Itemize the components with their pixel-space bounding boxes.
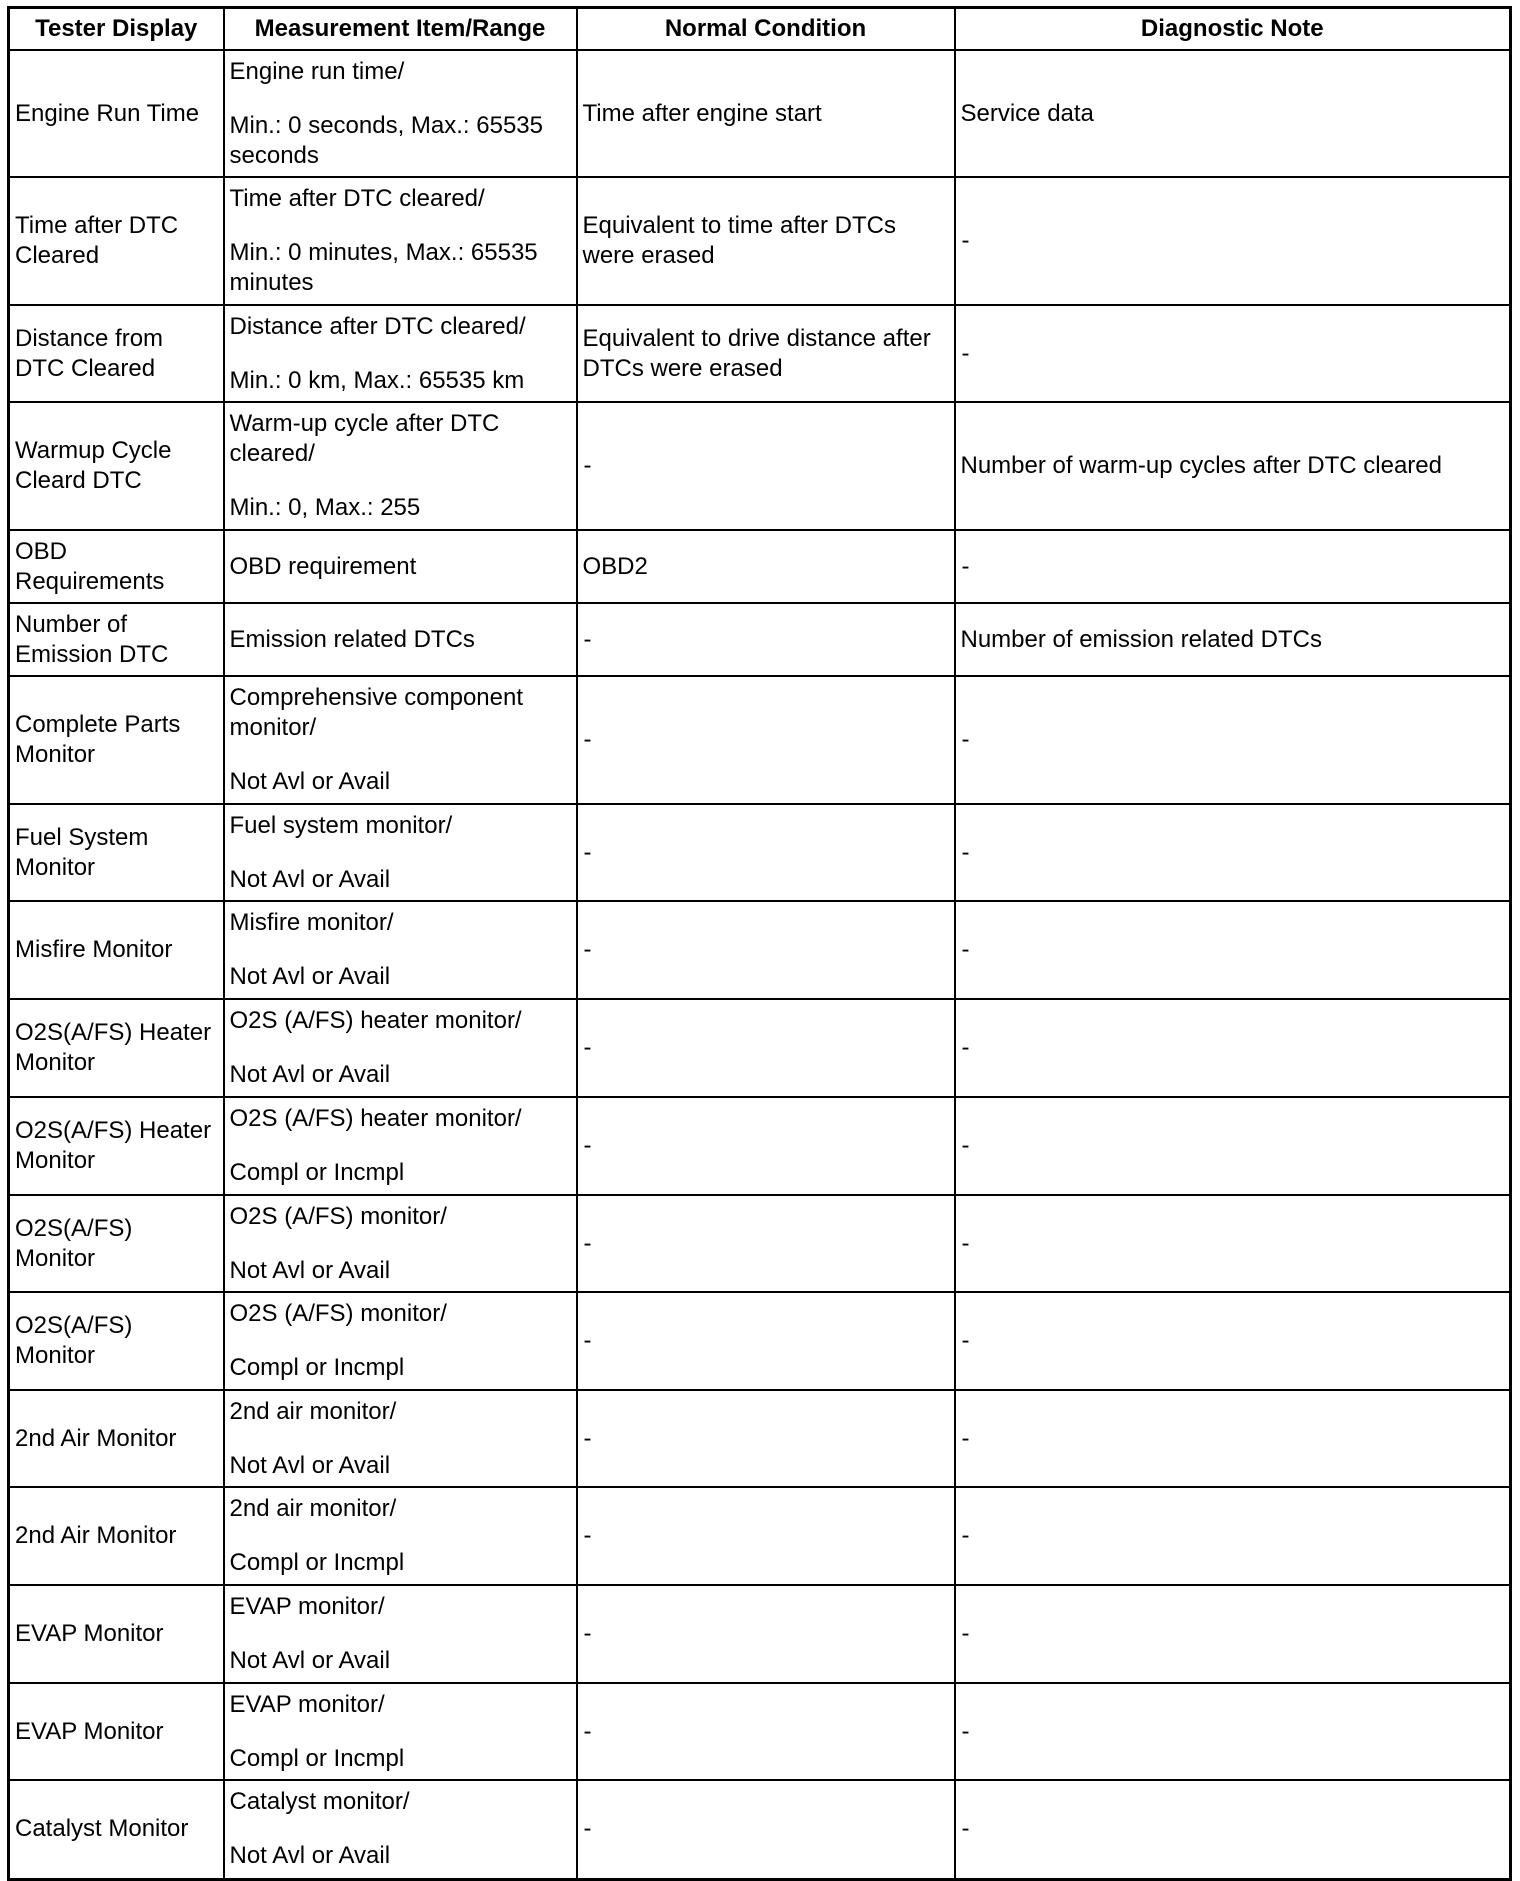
- tester-display-cell: [9, 1195, 224, 1292]
- cell-text-line: Monitor: [15, 853, 96, 881]
- tester-display-cell: [9, 305, 224, 402]
- cell-text-line: -: [961, 838, 970, 866]
- tester-display-cell: [9, 901, 224, 999]
- cell-text-line: cleared/: [229, 440, 315, 467]
- cell-text-line: Monitor: [15, 1147, 96, 1174]
- measurement-item-cell: [224, 1195, 577, 1292]
- tester-display-cell: [9, 1585, 224, 1683]
- cell-text-line: -: [961, 1327, 970, 1354]
- table-row: [9, 676, 1511, 804]
- cell-text-line: Min.: 0 km, Max.: 65535 km: [229, 366, 525, 394]
- cell-text-line: Monitor: [15, 1244, 96, 1272]
- cell-text-line: O2S(A/FS) Heater: [15, 1019, 212, 1046]
- measurement-item-cell: [224, 1780, 577, 1879]
- cell-text-line: Not Avl or Avail: [229, 768, 391, 795]
- cell-text-line: Not Avl or Avail: [229, 1451, 391, 1479]
- cell-text-line: -: [583, 452, 592, 479]
- cell-text-line: Misfire monitor/: [229, 909, 394, 936]
- cell-text-line: -: [961, 936, 970, 963]
- cell-text-line: -: [583, 1717, 592, 1745]
- measurement-item-cell: [224, 603, 577, 676]
- cell-text-line: Catalyst monitor/: [229, 1788, 410, 1816]
- cell-text-line: Not Avl or Avail: [229, 865, 391, 893]
- cell-text-line: Time after DTC: [15, 212, 179, 239]
- cell-text-line: -: [583, 838, 592, 866]
- measurement-item-cell: [224, 999, 577, 1097]
- normal-condition-cell: [577, 1390, 955, 1487]
- tester-data-table-container: [7, 6, 1509, 1881]
- cell-text-line: Not Avl or Avail: [229, 1256, 391, 1284]
- diagnostic-note-cell: [955, 1097, 1511, 1195]
- measurement-item-cell: [224, 1292, 577, 1390]
- line-spacer: [230, 1622, 571, 1646]
- cell-text-line: Emission related DTCs: [229, 625, 475, 653]
- measurement-item-cell: [224, 1390, 577, 1487]
- line-spacer: [230, 469, 571, 493]
- cell-text-line: -: [961, 1620, 970, 1647]
- measurement-item-cell: [224, 1097, 577, 1195]
- diagnostic-note-cell: [955, 676, 1511, 804]
- measurement-item-cell: [224, 530, 577, 603]
- cell-text-line: Warm-up cycle after DTC: [229, 410, 500, 437]
- table-row: [9, 305, 1511, 402]
- cell-text-line: -: [583, 936, 592, 963]
- cell-text-line: Emission DTC: [15, 640, 169, 668]
- diagnostic-note-cell: [955, 1487, 1511, 1585]
- cell-text-line: Min.: 0 seconds, Max.: 65535: [229, 111, 543, 139]
- cell-text-line: -: [583, 1327, 592, 1354]
- cell-text-line: Monitor: [15, 1342, 96, 1369]
- line-spacer: [230, 1427, 571, 1451]
- normal-condition-cell: [577, 804, 955, 901]
- cell-text-line: Number of warm-up cycles after DTC cleared: [960, 452, 1442, 479]
- cell-text-line: -: [961, 1034, 970, 1061]
- table-row: [9, 1390, 1511, 1487]
- cell-text-line: -: [961, 1132, 970, 1159]
- cell-text-line: Compl or Incmpl: [229, 1159, 405, 1186]
- cell-text-line: monitor/: [229, 714, 317, 741]
- cell-text-line: EVAP monitor/: [229, 1690, 385, 1718]
- cell-text-line: Engine run time/: [229, 57, 405, 85]
- cell-text-line: Fuel System: [15, 823, 149, 851]
- cell-text-line: Monitor: [15, 741, 96, 768]
- measurement-item-cell: [224, 804, 577, 901]
- cell-text-line: -: [961, 1424, 970, 1452]
- table-row: [9, 901, 1511, 999]
- cell-text-line: Equivalent to time after DTCs: [582, 212, 896, 239]
- line-spacer: [230, 1817, 571, 1841]
- cell-text-line: Misfire Monitor: [15, 936, 173, 963]
- line-spacer: [230, 87, 571, 111]
- table-row: [9, 1097, 1511, 1195]
- cell-text-line: Service data: [960, 99, 1094, 127]
- measurement-item-cell: [224, 50, 577, 177]
- table-row: [9, 1195, 1511, 1292]
- cell-text-line: -: [583, 1229, 592, 1257]
- diagnostic-note-cell: [955, 305, 1511, 402]
- cell-text-line: Compl or Incmpl: [229, 1744, 405, 1772]
- cell-text-line: O2S (A/FS) heater monitor/: [229, 1105, 522, 1132]
- cell-text-line: Engine Run Time: [15, 99, 200, 127]
- cell-text-line: 2nd air monitor/: [229, 1495, 397, 1522]
- cell-text-line: -: [583, 1424, 592, 1452]
- tester-display-cell: [9, 1292, 224, 1390]
- table-body: [9, 50, 1511, 1879]
- tester-display-cell: [9, 1683, 224, 1780]
- cell-text-line: Min.: 0 minutes, Max.: 65535: [229, 239, 538, 266]
- diagnostic-note-cell: [955, 1683, 1511, 1780]
- tester-display-cell: [9, 1097, 224, 1195]
- table-row: [9, 530, 1511, 603]
- table-row: [9, 1292, 1511, 1390]
- cell-text-line: -: [583, 1132, 592, 1159]
- tester-display-cell: [9, 603, 224, 676]
- cell-text-line: -: [961, 1229, 970, 1257]
- line-spacer: [230, 1720, 571, 1744]
- tester-data-table: [7, 6, 1512, 1881]
- measurement-item-cell: [224, 676, 577, 804]
- diagnostic-note-cell: [955, 901, 1511, 999]
- cell-text-line: seconds: [229, 141, 319, 169]
- diagnostic-note-cell: [955, 999, 1511, 1097]
- header-tester-display: Tester Display: [9, 8, 224, 51]
- cell-text-line: minutes: [229, 269, 314, 296]
- diagnostic-note-cell: [955, 804, 1511, 901]
- cell-text-line: Equivalent to drive distance after: [582, 324, 931, 352]
- normal-condition-cell: [577, 1292, 955, 1390]
- diagnostic-note-cell: [955, 50, 1511, 177]
- normal-condition-cell: [577, 177, 955, 305]
- cell-text-line: -: [961, 1815, 970, 1843]
- cell-text-line: Requirements: [15, 567, 165, 595]
- tester-display-cell: [9, 1487, 224, 1585]
- cell-text-line: -: [583, 1620, 592, 1647]
- diagnostic-note-cell: [955, 177, 1511, 305]
- cell-text-line: O2S(A/FS): [15, 1312, 133, 1339]
- measurement-item-cell: [224, 177, 577, 305]
- cell-text-line: 2nd air monitor/: [229, 1397, 397, 1425]
- cell-text-line: EVAP Monitor: [15, 1717, 164, 1745]
- diagnostic-note-cell: [955, 530, 1511, 603]
- cell-text-line: EVAP Monitor: [15, 1620, 164, 1647]
- cell-text-line: -: [583, 625, 592, 653]
- line-spacer: [230, 1329, 571, 1353]
- cell-text-line: Min.: 0, Max.: 255: [229, 494, 421, 521]
- cell-text-line: -: [961, 339, 970, 367]
- cell-text-line: -: [961, 726, 970, 753]
- tester-display-cell: [9, 999, 224, 1097]
- header-normal-condition: Normal Condition: [577, 8, 955, 51]
- header-row: [9, 8, 1511, 51]
- cell-text-line: -: [583, 726, 592, 753]
- table-row: [9, 603, 1511, 676]
- cell-text-line: Distance after DTC cleared/: [229, 312, 526, 340]
- diagnostic-note-cell: [955, 1585, 1511, 1683]
- cell-text-line: 2nd Air Monitor: [15, 1424, 177, 1452]
- table-header: [9, 8, 1511, 51]
- tester-display-cell: [9, 177, 224, 305]
- line-spacer: [230, 1036, 571, 1060]
- line-spacer: [230, 841, 571, 865]
- table-row: [9, 1487, 1511, 1585]
- cell-text-line: O2S (A/FS) heater monitor/: [229, 1007, 522, 1034]
- diagnostic-note-cell: [955, 1390, 1511, 1487]
- cell-text-line: -: [961, 227, 970, 254]
- measurement-item-cell: [224, 1585, 577, 1683]
- table-row: [9, 1683, 1511, 1780]
- cell-text-line: Not Avl or Avail: [229, 963, 391, 990]
- cell-text-line: -: [583, 1815, 592, 1843]
- cell-text-line: O2S(A/FS): [15, 1214, 133, 1242]
- header-measurement-item: Measurement Item/Range: [224, 8, 577, 51]
- line-spacer: [230, 1524, 571, 1548]
- diagnostic-note-cell: [955, 1292, 1511, 1390]
- line-spacer: [230, 938, 571, 962]
- cell-text-line: Number of emission related DTCs: [960, 625, 1322, 653]
- normal-condition-cell: [577, 402, 955, 530]
- tester-display-cell: [9, 530, 224, 603]
- table-row: [9, 999, 1511, 1097]
- cell-text-line: Number of: [15, 610, 128, 638]
- measurement-item-cell: [224, 901, 577, 999]
- cell-text-line: EVAP monitor/: [229, 1593, 385, 1620]
- cell-text-line: Monitor: [15, 1049, 96, 1076]
- header-diagnostic-note: Diagnostic Note: [955, 8, 1511, 51]
- table-row: [9, 177, 1511, 305]
- cell-text-line: Time after engine start: [582, 99, 822, 127]
- cell-text-line: Cleard DTC: [15, 467, 142, 494]
- cell-text-line: O2S (A/FS) monitor/: [229, 1202, 447, 1230]
- cell-text-line: Fuel system monitor/: [229, 811, 453, 839]
- tester-display-cell: [9, 804, 224, 901]
- diagnostic-note-cell: [955, 1195, 1511, 1292]
- line-spacer: [230, 743, 571, 767]
- table-row: [9, 50, 1511, 177]
- cell-text-line: Compl or Incmpl: [229, 1549, 405, 1576]
- cell-text-line: -: [961, 1522, 970, 1549]
- cell-text-line: OBD2: [582, 552, 648, 580]
- normal-condition-cell: [577, 1487, 955, 1585]
- normal-condition-cell: [577, 603, 955, 676]
- cell-text-line: Catalyst Monitor: [15, 1815, 189, 1843]
- table-row: [9, 402, 1511, 530]
- cell-text-line: Not Avl or Avail: [229, 1061, 391, 1088]
- measurement-item-cell: [224, 1487, 577, 1585]
- line-spacer: [230, 1232, 571, 1256]
- normal-condition-cell: [577, 530, 955, 603]
- tester-display-cell: [9, 402, 224, 530]
- normal-condition-cell: [577, 1683, 955, 1780]
- cell-text-line: OBD: [15, 537, 68, 565]
- cell-text-line: Not Avl or Avail: [229, 1842, 391, 1870]
- cell-text-line: 2nd Air Monitor: [15, 1522, 177, 1549]
- cell-text-line: -: [583, 1522, 592, 1549]
- line-spacer: [230, 1134, 571, 1158]
- line-spacer: [230, 214, 571, 238]
- cell-text-line: DTC Cleared: [15, 354, 156, 382]
- table-row: [9, 1780, 1511, 1879]
- normal-condition-cell: [577, 50, 955, 177]
- tester-display-cell: [9, 1390, 224, 1487]
- measurement-item-cell: [224, 402, 577, 530]
- cell-text-line: -: [961, 552, 970, 580]
- measurement-item-cell: [224, 1683, 577, 1780]
- normal-condition-cell: [577, 1780, 955, 1879]
- cell-text-line: Time after DTC cleared/: [229, 185, 485, 212]
- normal-condition-cell: [577, 1097, 955, 1195]
- cell-text-line: were erased: [582, 242, 715, 269]
- cell-text-line: OBD requirement: [229, 552, 417, 580]
- normal-condition-cell: [577, 1585, 955, 1683]
- diagnostic-note-cell: [955, 402, 1511, 530]
- cell-text-line: Distance from: [15, 324, 164, 352]
- normal-condition-cell: [577, 676, 955, 804]
- table-row: [9, 804, 1511, 901]
- cell-text-line: DTCs were erased: [582, 354, 783, 382]
- measurement-item-cell: [224, 305, 577, 402]
- diagnostic-note-cell: [955, 1780, 1511, 1879]
- cell-text-line: Comprehensive component: [229, 684, 523, 711]
- diagnostic-note-cell: [955, 603, 1511, 676]
- cell-text-line: O2S (A/FS) monitor/: [229, 1300, 447, 1327]
- line-spacer: [230, 342, 571, 366]
- cell-text-line: Not Avl or Avail: [229, 1647, 391, 1674]
- cell-text-line: -: [583, 1034, 592, 1061]
- cell-text-line: O2S(A/FS) Heater: [15, 1117, 212, 1144]
- normal-condition-cell: [577, 305, 955, 402]
- table-row: [9, 1585, 1511, 1683]
- normal-condition-cell: [577, 901, 955, 999]
- cell-text-line: Warmup Cycle: [15, 437, 172, 464]
- cell-text-line: Complete Parts: [15, 711, 181, 738]
- tester-display-cell: [9, 676, 224, 804]
- cell-text-line: Cleared: [15, 242, 100, 269]
- tester-display-cell: [9, 1780, 224, 1879]
- tester-display-cell: [9, 50, 224, 177]
- normal-condition-cell: [577, 1195, 955, 1292]
- cell-text-line: -: [961, 1717, 970, 1745]
- cell-text-line: Compl or Incmpl: [229, 1354, 405, 1381]
- normal-condition-cell: [577, 999, 955, 1097]
